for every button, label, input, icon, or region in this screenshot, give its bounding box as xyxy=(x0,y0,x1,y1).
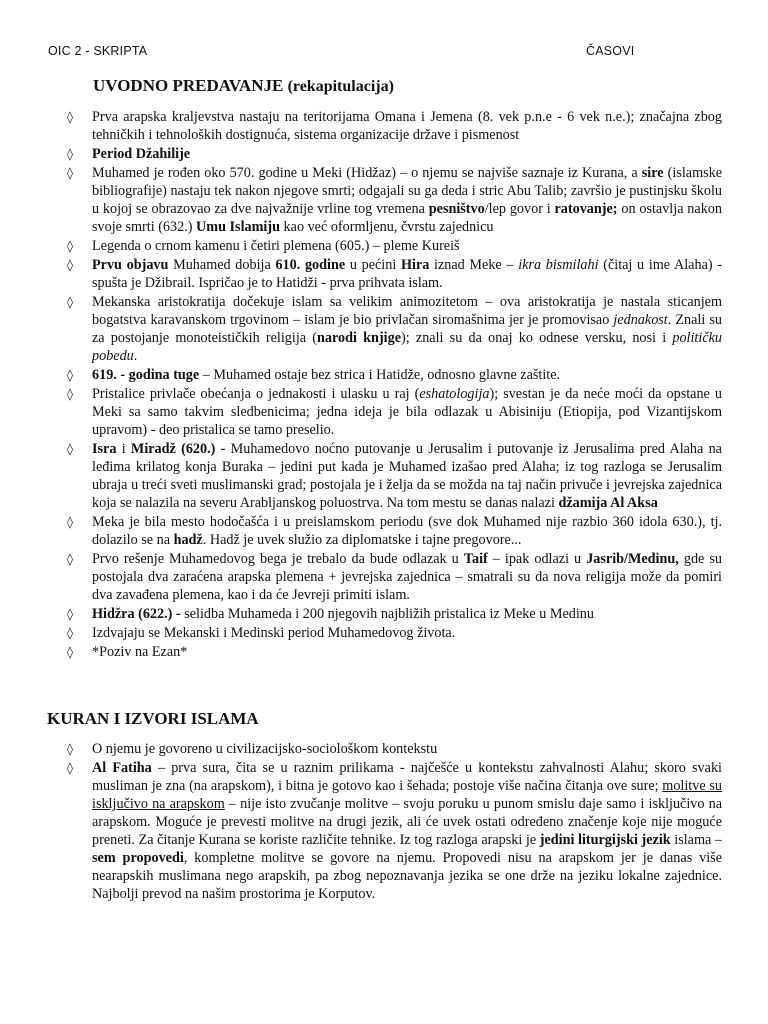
text-segment: Al Fatiha xyxy=(92,760,152,776)
list-item xyxy=(60,164,722,236)
text-segment: islama – xyxy=(670,832,722,848)
text-segment: ); svestan je da neće moći da opstane u Meki sa samo takvim sledbenicima; jedna ideja je bila odlazak u Abisiniju (Etiopija, pod Vizantijskom upravom) - deo pristalica se tamo preselio. xyxy=(92,386,722,438)
text-segment: /lep govor i xyxy=(484,201,555,217)
header-right-text: ČASOVI xyxy=(586,44,635,58)
text-segment: ); znali su da onaj ko odnese versku, nosi i xyxy=(401,330,673,346)
list-item-text xyxy=(92,440,722,512)
text-segment: , kompletne molitve se govore na njemu. Propovedi nisu na arapskom jer je danas više nearapskih muslimana nego arapskih, pa zbog nepoznavanja jezika se one drže na jeziku lokalne zajednice. Najbolji prevod na našim prostorima je Korputov. xyxy=(92,850,722,902)
text-segment: – nije isto zvučanje molitve – svoju poruku u punom smislu daje samo i isključivo na arapskom. Moguće je prevesti molitve na drugi jezik, ali će uvek ostati određeno značenje koje nije moguće preneti. Za čitanje Kurana se koriste različite tehnike. Iz tog razloga arapski je xyxy=(92,796,722,848)
text-segment: sire xyxy=(641,165,664,181)
text-segment: gde su postojala dva zaraćena arapska plemena + jevrejska zajednica – smatrali su da nova religija može da pomiri dva zavađena plemena, kao i da će Jevreji primiti islam. xyxy=(92,551,722,603)
list-item-text xyxy=(92,164,722,236)
text-segment: on ostavlja nakon svoje smrti (632.) xyxy=(92,201,722,235)
text-segment: – prva sura, čita se u raznim prilikama - najčešće u kontekstu zahvalnosti Alahu; skoro svaki musliman je zna (na arapskom), i bitna je gotovo kao i šehada; postoje više načina čitanja ove sure; xyxy=(92,760,722,794)
list-item-text xyxy=(92,366,722,384)
diamond-outline-icon: ◊ xyxy=(67,742,73,756)
bullet-list-uvodno xyxy=(60,108,722,662)
text-segment: narodi knjige xyxy=(317,330,402,346)
list-item-text xyxy=(92,237,722,255)
text-segment: Taif xyxy=(463,551,488,567)
section-title-paren: (rekapitulacija) xyxy=(287,78,394,95)
diamond-outline-icon: ◊ xyxy=(67,147,73,161)
text-segment: ikra bismilahi xyxy=(518,257,599,273)
diamond-outline-icon: ◊ xyxy=(67,239,73,253)
diamond-outline-icon: ◊ xyxy=(67,442,73,456)
list-item xyxy=(60,237,722,255)
text-segment: Muhamedovo noćno putovanje u Jerusalim i putovanje iz Jerusalima pred Alaha na leđima krilatog konja Buraka – jedini put kada je Muhamed izašao pred Alaha; iz tog razloga se Jerusalim ubraja u treći sveti muslimanski grad; postojala je i želja da se možda na taj način privuče i jevrejska zajednica koja se nalazila na severu Arabljanskog poluostrva. Na tom mestu se danas nalazi xyxy=(92,441,722,511)
text-segment: Izdvajaju se Mekanski i Medinski period Muhamedovog života. xyxy=(92,625,456,641)
list-item-text xyxy=(92,293,722,365)
text-segment: (islamske bibliografije) nastaju tek nakon njegove smrti; odgajali su ga deda i stric Abu Talib; završio je pustinjsku školu u kojoj se obrazovao za dve najvažnije vrline tog vremena xyxy=(92,165,723,217)
list-item xyxy=(60,256,722,292)
list-item xyxy=(60,145,722,163)
diamond-outline-icon: ◊ xyxy=(67,368,73,382)
list-item xyxy=(60,366,722,384)
text-segment: – ipak odlazi u xyxy=(487,551,587,567)
diamond-outline-icon: ◊ xyxy=(67,110,73,124)
list-item-text xyxy=(92,145,722,163)
list-item xyxy=(60,513,722,549)
list-item-text xyxy=(92,759,722,903)
text-segment: (čitaj u ime Alaha) - spušta je Džibrail. Ispričao je to Hatidži - prva prihvata islam. xyxy=(92,257,722,291)
text-segment: sem propovedi xyxy=(92,850,184,866)
diamond-outline-icon: ◊ xyxy=(67,761,73,775)
text-segment: Prva arapska kraljevstva nastaju na teritorijama Omana i Jemena (8. vek p.n.e - 6 vek n.e.); značajna zbog tehničkih i tehnoloških dostignuća, sistema organizacije države i pismenost xyxy=(92,109,722,143)
text-segment: Period Džahilije xyxy=(92,146,191,162)
text-segment: Prvo rešenje Muhamedovog bega je trebalo da bude odlazak u xyxy=(92,551,464,567)
text-segment: u pećini xyxy=(345,257,401,273)
text-segment: hadž xyxy=(173,532,203,548)
text-segment: Mekanska aristokratija dočekuje islam sa velikim animozitetom – ova aristokratija je nastala sticanjem bogatstva karavanskom trgovinom – islam je bio privlačan siromašnima jer je promovisao xyxy=(92,294,722,328)
list-item-text xyxy=(92,550,722,604)
text-segment: . Znali su za postojanje monoteističkih religija ( xyxy=(92,312,722,346)
list-item-text xyxy=(92,108,722,144)
text-segment: Prvu objavu xyxy=(92,257,169,273)
list-item xyxy=(60,740,722,758)
list-item-text xyxy=(92,385,722,439)
section-title-main: UVODNO PREDAVANJE xyxy=(93,76,284,95)
diamond-outline-icon: ◊ xyxy=(67,387,73,401)
text-segment: . Hadž je uvek služio za diplomatske i tajne pregovore... xyxy=(202,532,522,548)
list-item-text xyxy=(92,605,722,623)
text-segment: O njemu je govoreno u civilizacijsko-sociološkom kontekstu xyxy=(92,741,438,757)
list-item xyxy=(60,550,722,604)
diamond-outline-icon: ◊ xyxy=(67,515,73,529)
list-item xyxy=(60,440,722,512)
diamond-outline-icon: ◊ xyxy=(67,645,73,659)
list-item xyxy=(60,624,722,642)
text-segment: pesništvo xyxy=(428,201,485,217)
text-segment: jednakost xyxy=(613,312,668,328)
list-item-text xyxy=(92,513,722,549)
text-segment: – Muhamed ostaje bez strica i Hatidže, odnosno glavne zaštite. xyxy=(199,367,561,383)
text-segment: političku pobedu xyxy=(92,330,723,364)
text-segment: 610. godine xyxy=(275,257,346,273)
text-segment: Hidžra (622.) - xyxy=(92,606,181,622)
list-item-text xyxy=(92,256,722,292)
text-segment: selidba Muhameda i 200 njegovih najbližih pristalica iz Meke u Medinu xyxy=(180,606,594,622)
text-segment: Isra xyxy=(92,441,117,457)
text-segment: i xyxy=(116,441,131,457)
text-segment: Pristalice privlače obećanja o jednakosti i ulasku u raj ( xyxy=(92,386,420,402)
diamond-outline-icon: ◊ xyxy=(67,626,73,640)
text-segment: 619. - godina tuge xyxy=(92,367,200,383)
text-segment: *Poziv na Ezan* xyxy=(92,644,188,660)
bullet-list-kuran xyxy=(60,740,722,904)
text-segment: Umu Islamiju xyxy=(196,219,280,235)
list-item xyxy=(60,643,722,661)
list-item-text xyxy=(92,624,722,642)
section-title-uvodno xyxy=(93,76,394,96)
text-segment: jedini liturgijski jezik xyxy=(539,832,671,848)
list-item xyxy=(60,293,722,365)
list-item xyxy=(60,385,722,439)
text-segment: eshatologija xyxy=(419,386,490,402)
header-left-text: OIC 2 - SKRIPTA xyxy=(48,44,148,58)
text-segment: Meka je bila mesto hodočašća i u preislamskom periodu (sve dok Muhamed nije razbio 360 idola 630.), tj. dolazilo se na xyxy=(92,514,722,548)
text-segment: Muhamed je rođen oko 570. godine u Meki (Hidžaz) – o njemu se najviše saznaje iz Kurana, a xyxy=(92,165,642,181)
list-item xyxy=(60,605,722,623)
diamond-outline-icon: ◊ xyxy=(67,552,73,566)
section-title-kuran: KURAN I IZVORI ISLAMA xyxy=(47,709,259,728)
text-segment: Miradž (620.) - xyxy=(130,441,226,457)
text-segment: Legenda o crnom kamenu i četiri plemena (605.) – pleme Kureiš xyxy=(92,238,460,254)
text-segment: džamija Al Aksa xyxy=(558,495,658,511)
diamond-outline-icon: ◊ xyxy=(67,295,73,309)
list-item xyxy=(60,759,722,903)
list-item-text xyxy=(92,740,722,758)
diamond-outline-icon: ◊ xyxy=(67,258,73,272)
text-segment: Hira xyxy=(400,257,430,273)
diamond-outline-icon: ◊ xyxy=(67,607,73,621)
text-segment: . xyxy=(133,348,138,364)
diamond-outline-icon: ◊ xyxy=(67,166,73,180)
text-segment: Jasrib/Medinu, xyxy=(586,551,679,567)
text-segment: ratovanje; xyxy=(554,201,618,217)
list-item-text xyxy=(92,643,722,661)
text-segment: molitve su isključivo na arapskom xyxy=(92,778,722,812)
list-item xyxy=(60,108,722,144)
text-segment: kao već oformljenu, čvrstu zajednicu xyxy=(280,219,494,235)
text-segment: iznad Meke – xyxy=(429,257,519,273)
text-segment: Muhamed dobija xyxy=(168,257,276,273)
